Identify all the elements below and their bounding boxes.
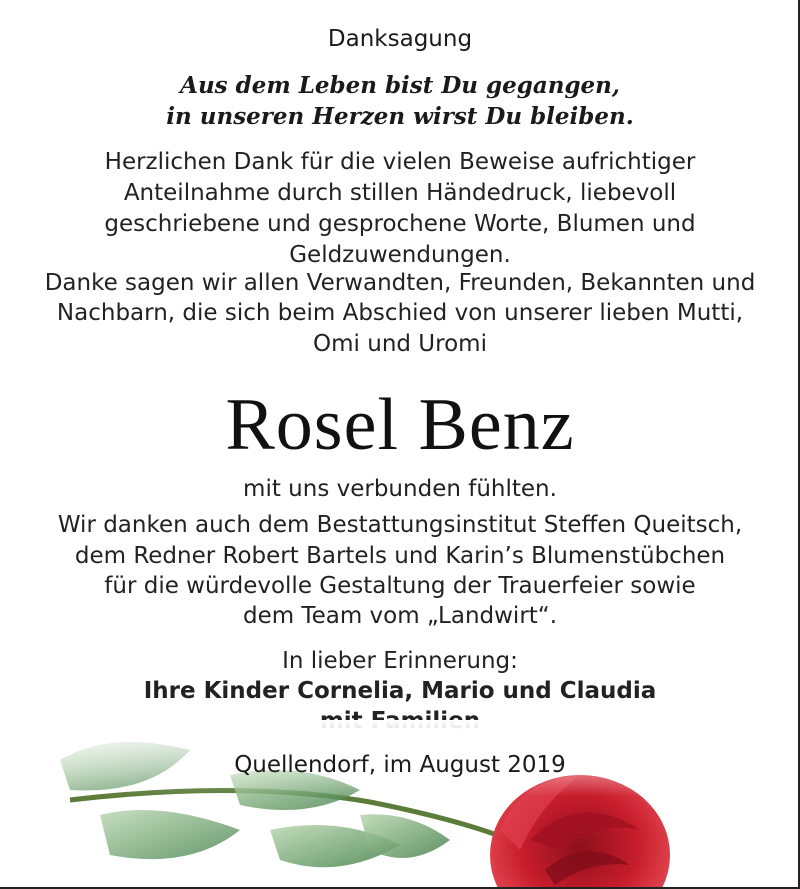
place-date: Quellendorf, im August 2019: [234, 752, 566, 778]
connected-line: mit uns verbunden fühlten.: [243, 476, 557, 502]
also-thanks-line-2: dem Redner Robert Bartels und Karin’s Blumenstübchen: [74, 543, 726, 569]
thanks-line-5: Danke sagen wir allen Verwandten, Freunden, Bekannten und: [44, 270, 756, 296]
heading: Danksagung: [327, 26, 473, 52]
thanks-line-6: Nachbarn, die sich beim Abschied von unserer lieben Mutti,: [56, 300, 744, 326]
rose-decoration: [40, 720, 800, 889]
family-line-1: Ihre Kinder Cornelia, Mario und Claudia: [143, 678, 657, 704]
thanks-line-1: Herzlichen Dank für die vielen Beweise aufrichtiger: [104, 149, 696, 175]
deceased-name: Rosel Benz: [225, 384, 575, 466]
thanks-line-4: Geldzuwendungen.: [289, 242, 511, 268]
poem-line-1: Aus dem Leben bist Du gegangen,: [180, 72, 620, 99]
thanks-line-2: Anteilnahme durch stillen Händedruck, liebevoll: [123, 180, 677, 206]
memory-intro: In lieber Erinnerung:: [282, 648, 518, 674]
poem-line-2: in unseren Herzen wirst Du bleiben.: [166, 103, 634, 130]
also-thanks-line-4: dem Team vom „Landwirt“.: [242, 603, 558, 629]
thanks-line-7: Omi und Uromi: [313, 331, 487, 357]
also-thanks-line-1: Wir danken auch dem Bestattungsinstitut Steffen Queitsch,: [57, 512, 743, 538]
also-thanks-line-3: für die würdevolle Gestaltung der Trauerfeier sowie: [104, 573, 696, 599]
thanks-line-3: geschriebene und gesprochene Worte, Blumen und: [104, 211, 696, 237]
